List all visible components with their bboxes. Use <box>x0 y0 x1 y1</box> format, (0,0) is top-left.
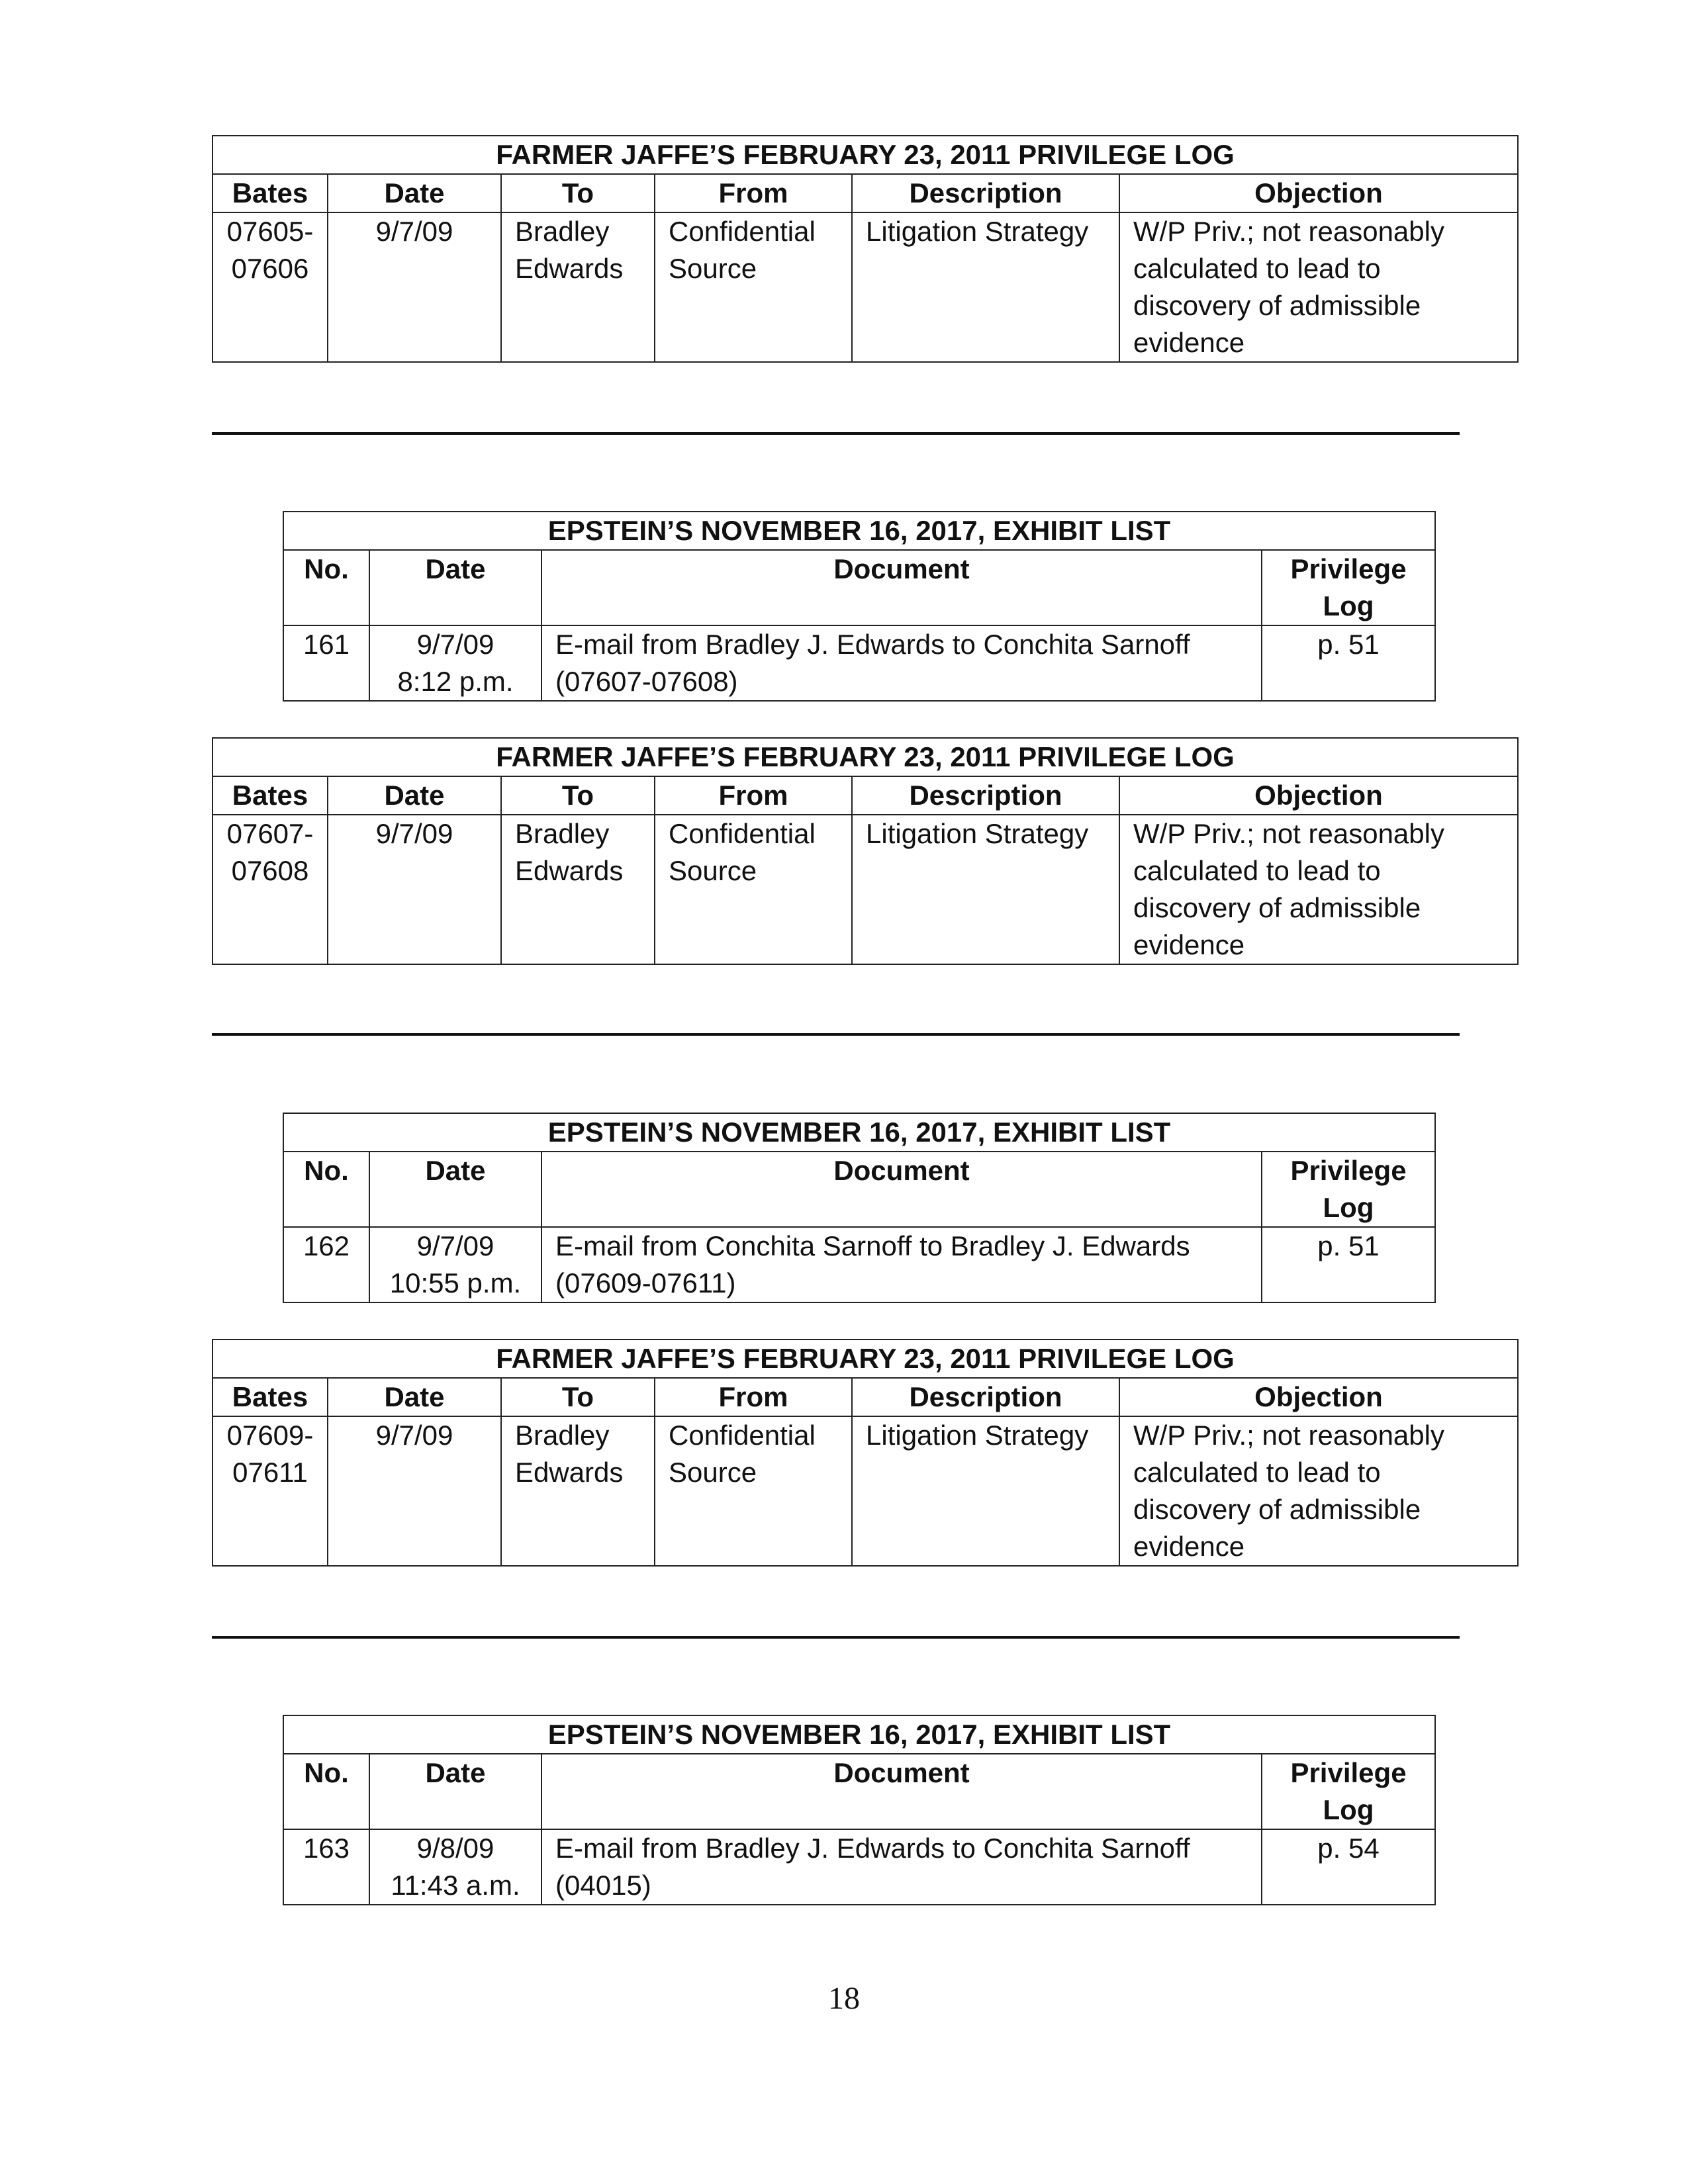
to-cell <box>501 1416 655 1566</box>
column-header: No. <box>283 1152 369 1227</box>
exhibit-time: 8:12 p.m. <box>397 666 514 697</box>
from-cell <box>655 1416 852 1566</box>
column-header: Document <box>541 550 1262 625</box>
column-header: Description <box>852 1378 1119 1416</box>
exhibit-privilege-log-cell: p. 54 <box>1262 1829 1435 1905</box>
column-header: To <box>501 776 655 815</box>
from-line: Confidential <box>669 818 816 849</box>
exhibit-date: 9/8/09 <box>416 1833 494 1864</box>
column-header: From <box>655 1378 852 1416</box>
exhibit-document-cell: E-mail from Bradley J. Edwards to Conchita Sarnoff (04015) <box>541 1829 1262 1905</box>
column-header: Date <box>369 1754 541 1829</box>
objection-cell: W/P Priv.; not reasonably calculated to lead to discovery of admissible evidence <box>1119 815 1518 964</box>
exhibit-list-table <box>283 511 1436 702</box>
exhibit-number-cell: 163 <box>283 1829 369 1905</box>
to-line: Edwards <box>515 1457 624 1488</box>
objection-cell: W/P Priv.; not reasonably calculated to lead to discovery of admissible evidence <box>1119 212 1518 362</box>
column-header: Date <box>369 1152 541 1227</box>
privilege-log-table <box>212 1339 1519 1567</box>
exhibit-list-title: EPSTEIN’S NOVEMBER 16, 2017, EXHIBIT LIST <box>283 512 1435 550</box>
column-header: Document <box>541 1754 1262 1829</box>
from-cell <box>655 815 852 964</box>
privilege-log-table <box>212 737 1519 965</box>
description-cell: Litigation Strategy <box>852 1416 1119 1566</box>
exhibit-time: 11:43 a.m. <box>391 1870 520 1901</box>
exhibit-date: 9/7/09 <box>416 1230 494 1261</box>
exhibit-privilege-log-cell: p. 51 <box>1262 1227 1435 1302</box>
bates-cell <box>212 1416 328 1566</box>
column-header: Description <box>852 174 1119 212</box>
privilege-log-title: FARMER JAFFE’S FEBRUARY 23, 2011 PRIVILEGE LOG <box>212 738 1518 776</box>
column-header: No. <box>283 550 369 625</box>
date-cell: 9/7/09 <box>328 1416 501 1566</box>
column-header: Privilege Log <box>1262 1152 1435 1227</box>
exhibit-date: 9/7/09 <box>416 629 494 660</box>
column-header: To <box>501 174 655 212</box>
from-line: Confidential <box>669 1420 816 1451</box>
column-header: Date <box>369 550 541 625</box>
separator-line <box>212 1636 1460 1639</box>
column-header: Date <box>328 174 501 212</box>
exhibit-document-cell: E-mail from Bradley J. Edwards to Conchita Sarnoff (07607-07608) <box>541 625 1262 701</box>
separator-line <box>212 1033 1460 1036</box>
from-line: Source <box>669 1457 757 1488</box>
bates-cell <box>212 212 328 362</box>
column-header: From <box>655 776 852 815</box>
column-header: No. <box>283 1754 369 1829</box>
to-cell <box>501 212 655 362</box>
exhibit-date-cell <box>369 1829 541 1905</box>
privilege-log-table <box>212 135 1519 363</box>
to-line: Edwards <box>515 855 624 886</box>
column-header: Date <box>328 1378 501 1416</box>
exhibit-date-cell <box>369 625 541 701</box>
bates-line: 07611 <box>232 1457 308 1488</box>
separator-line <box>212 432 1460 435</box>
exhibit-list-title: EPSTEIN’S NOVEMBER 16, 2017, EXHIBIT LIST <box>283 1715 1435 1754</box>
exhibit-number-cell: 161 <box>283 625 369 701</box>
exhibit-time: 10:55 p.m. <box>389 1267 522 1298</box>
bates-cell <box>212 815 328 964</box>
page-number: 18 <box>828 1981 860 2016</box>
privilege-log-title: FARMER JAFFE’S FEBRUARY 23, 2011 PRIVILEGE LOG <box>212 136 1518 174</box>
exhibit-date-cell <box>369 1227 541 1302</box>
exhibit-number-cell: 162 <box>283 1227 369 1302</box>
to-line: Bradley <box>515 818 610 849</box>
from-line: Confidential <box>669 216 816 247</box>
from-line: Source <box>669 253 757 284</box>
bates-line: 07606 <box>231 253 309 284</box>
to-line: Edwards <box>515 253 624 284</box>
exhibit-list-table <box>283 1715 1436 1905</box>
column-header: Bates <box>212 776 328 815</box>
column-header: Document <box>541 1152 1262 1227</box>
objection-cell: W/P Priv.; not reasonably calculated to lead to discovery of admissible evidence <box>1119 1416 1518 1566</box>
exhibit-list-title: EPSTEIN’S NOVEMBER 16, 2017, EXHIBIT LIST <box>283 1113 1435 1152</box>
bates-line: 07609- <box>226 1420 314 1451</box>
description-cell: Litigation Strategy <box>852 815 1119 964</box>
exhibit-list-table <box>283 1113 1436 1303</box>
column-header: Bates <box>212 1378 328 1416</box>
column-header: Objection <box>1119 174 1518 212</box>
exhibit-privilege-log-cell: p. 51 <box>1262 625 1435 701</box>
bates-line: 07607- <box>226 818 314 849</box>
column-header: From <box>655 174 852 212</box>
column-header: Privilege Log <box>1262 1754 1435 1829</box>
column-header: Description <box>852 776 1119 815</box>
privilege-log-title: FARMER JAFFE’S FEBRUARY 23, 2011 PRIVILEGE LOG <box>212 1340 1518 1378</box>
to-line: Bradley <box>515 1420 610 1451</box>
to-line: Bradley <box>515 216 610 247</box>
column-header: Objection <box>1119 776 1518 815</box>
column-header: Privilege Log <box>1262 550 1435 625</box>
exhibit-document-cell: E-mail from Conchita Sarnoff to Bradley J. Edwards (07609-07611) <box>541 1227 1262 1302</box>
description-cell: Litigation Strategy <box>852 212 1119 362</box>
bates-line: 07608 <box>231 855 309 886</box>
from-cell <box>655 212 852 362</box>
from-line: Source <box>669 855 757 886</box>
bates-line: 07605- <box>226 216 314 247</box>
column-header: To <box>501 1378 655 1416</box>
column-header: Bates <box>212 174 328 212</box>
column-header: Objection <box>1119 1378 1518 1416</box>
column-header: Date <box>328 776 501 815</box>
date-cell: 9/7/09 <box>328 815 501 964</box>
to-cell <box>501 815 655 964</box>
date-cell: 9/7/09 <box>328 212 501 362</box>
